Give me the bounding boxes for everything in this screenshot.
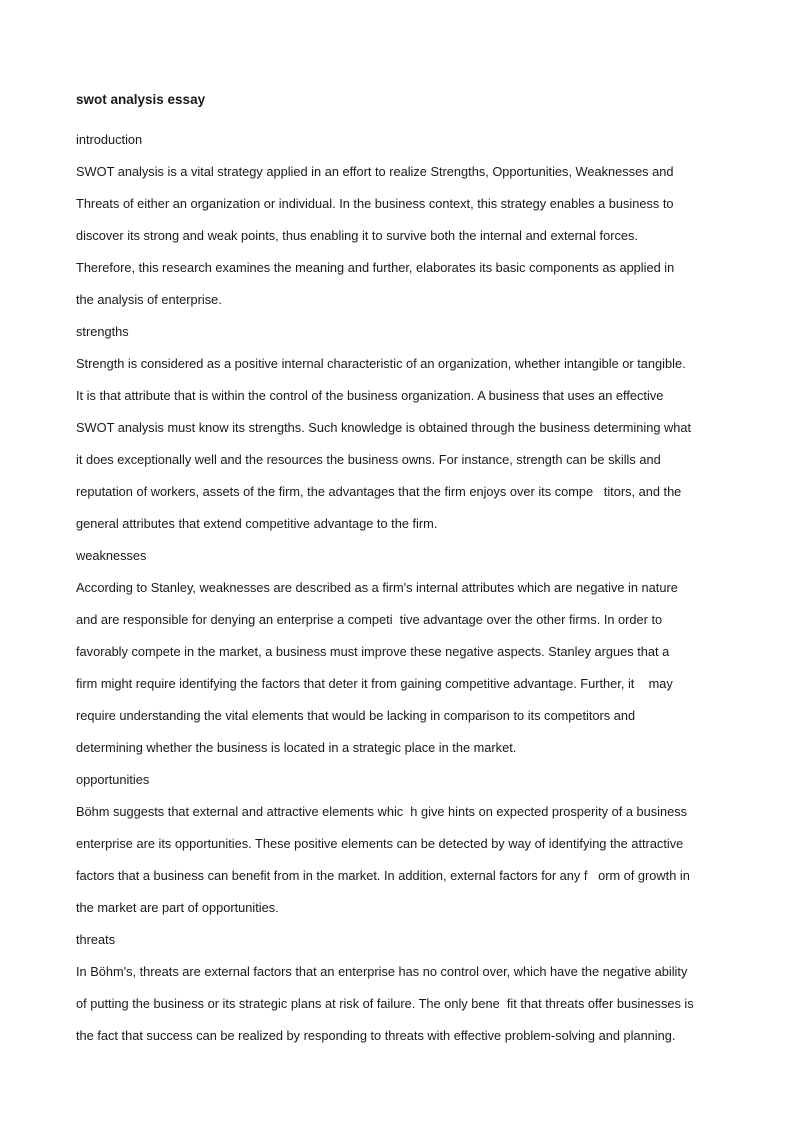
section-heading-opportunities: opportunities bbox=[76, 772, 150, 787]
paragraph-line: According to Stanley, weaknesses are described as a firm's internal attributes which are negative in nature bbox=[76, 580, 678, 595]
paragraph-line: reputation of workers, assets of the firm, the advantages that the firm enjoys over its compe titors, and the bbox=[76, 484, 682, 499]
paragraph-line: Strength is considered as a positive internal characteristic of an organization, whether intangible or tangible. bbox=[76, 356, 686, 371]
paragraph-line: general attributes that extend competitive advantage to the firm. bbox=[76, 516, 438, 531]
paragraph-line: require understanding the vital elements that would be lacking in comparison to its competitors and bbox=[76, 708, 636, 723]
paragraph-line: SWOT analysis is a vital strategy applied in an effort to realize Strengths, Opportunities, Weaknesses and bbox=[76, 164, 674, 179]
paragraph-line: In Böhm's, threats are external factors that an enterprise has no control over, which have the negative ability bbox=[76, 964, 688, 979]
document-title: swot analysis essay bbox=[76, 92, 206, 107]
paragraph-line: SWOT analysis must know its strengths. Such knowledge is obtained through the business determining what bbox=[76, 420, 692, 435]
paragraph-line: and are responsible for denying an enterprise a competi tive advantage over the other firms. In order to bbox=[76, 612, 663, 627]
paragraph-line: determining whether the business is located in a strategic place in the market. bbox=[76, 740, 517, 755]
paragraph-line: Therefore, this research examines the meaning and further, elaborates its basic components as applied in bbox=[76, 260, 675, 275]
paragraph-line: the analysis of enterprise. bbox=[76, 292, 222, 307]
section-heading-weaknesses: weaknesses bbox=[76, 548, 147, 563]
paragraph-line: the market are part of opportunities. bbox=[76, 900, 279, 915]
paragraph-line: of putting the business or its strategic plans at risk of failure. The only bene fit that threats offer businesses is bbox=[76, 996, 694, 1011]
paragraph-line: factors that a business can benefit from in the market. In addition, external factors for any f orm of growth in bbox=[76, 868, 690, 883]
paragraph-line: It is that attribute that is within the control of the business organization. A business that uses an effective bbox=[76, 388, 664, 403]
section-heading-introduction: introduction bbox=[76, 132, 143, 147]
paragraph-line: it does exceptionally well and the resources the business owns. For instance, strength can be skills and bbox=[76, 452, 661, 467]
paragraph-line: Böhm suggests that external and attractive elements whic h give hints on expected prosperity of a business bbox=[76, 804, 688, 819]
paragraph-line: discover its strong and weak points, thus enabling it to survive both the internal and external forces. bbox=[76, 228, 638, 243]
paragraph-line: enterprise are its opportunities. These positive elements can be detected by way of identifying the attractive bbox=[76, 836, 684, 851]
paragraph-line: firm might require identifying the factors that deter it from gaining competitive advantage. Further, it may bbox=[76, 676, 673, 691]
paragraph-line: Threats of either an organization or individual. In the business context, this strategy enables a business to bbox=[76, 196, 674, 211]
section-heading-strengths: strengths bbox=[76, 324, 129, 339]
section-heading-threats: threats bbox=[76, 932, 116, 947]
paragraph-line: favorably compete in the market, a business must improve these negative aspects. Stanley argues that a bbox=[76, 644, 670, 659]
paragraph-line: the fact that success can be realized by responding to threats with effective problem-solving and planning. bbox=[76, 1028, 676, 1043]
document-content bbox=[76, 88, 726, 1052]
